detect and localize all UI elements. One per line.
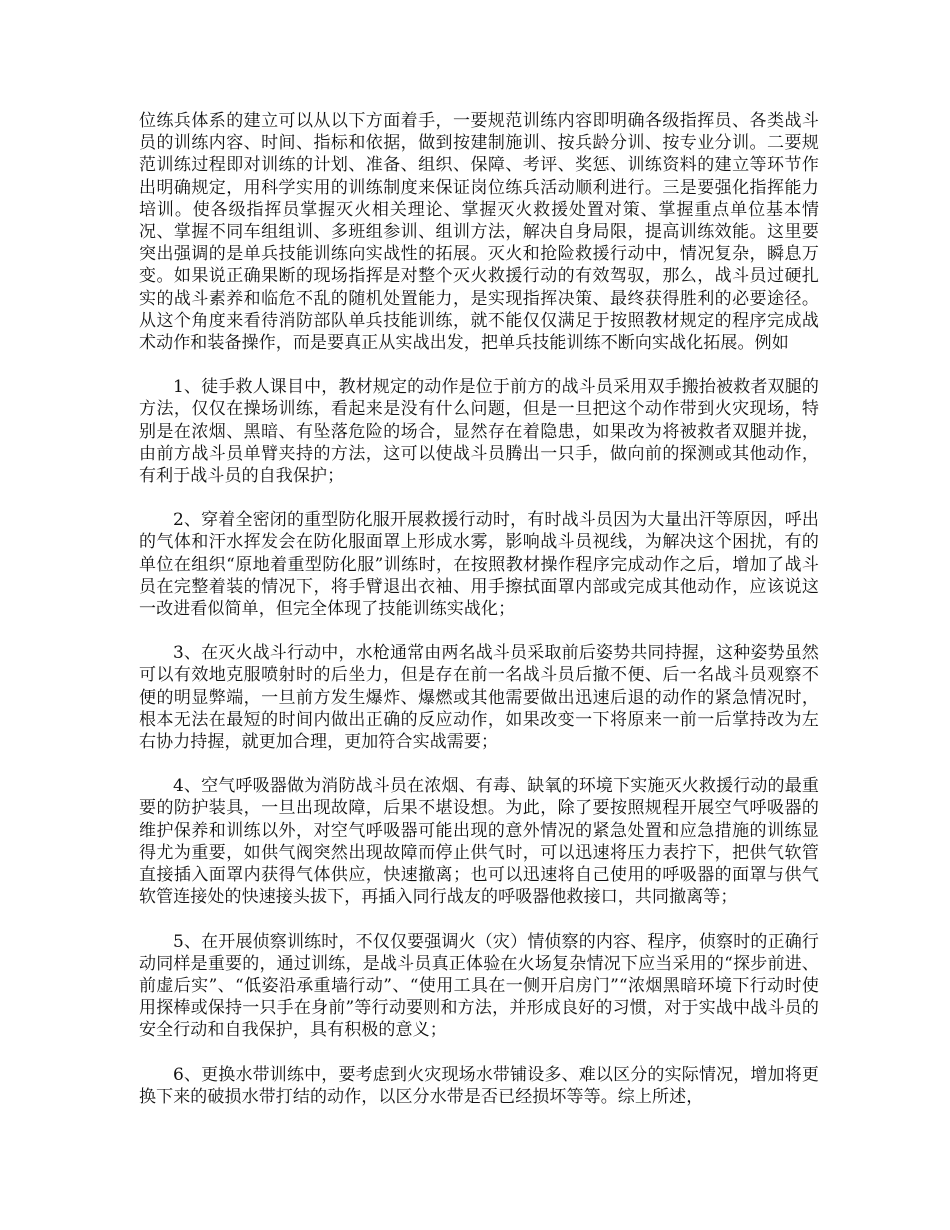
example-paragraph-4: 4、空气呼吸器做为消防战斗员在浓烟、有毒、缺氧的环境下实施灭火救援行动的最重要的防护装具，一旦出现故障，后果不堪设想。为此，除了要按照规程开展空气呼吸器的维护保养和训练以外，对空气呼吸器可能出现的意外情况的紧急处置和应急措施的训练显得尤为重要，如供气阀突然出现故障而停止供气时，可以迅速将压力表拧下，把供气软管直接插入面罩内获得气体供应，快速撤离；也可以迅速将自己使用的呼吸器的面罩与供气软管连接处的快速接头拔下，再插入同行战友的呼吸器他救接口，共同撤离等；	[139, 776, 819, 908]
example-paragraph-5: 5、在开展侦察训练时，不仅仅要强调火（灾）情侦察的内容、程序，侦察时的正确行动同样是重要的，通过训练，是战斗员真正体验在火场复杂情况下应当采用的“探步前进、前虚后实”、“低姿沿承重墙行动”、“使用工具在一侧开启房门”“浓烟黑暗环境下行动时使用探棒或保持一只手在身前”等行动要则和方法，并形成良好的习惯，对于实战中战斗员的安全行动和自我保护，具有积极的意义；	[139, 931, 819, 1041]
document-body	[139, 110, 819, 1108]
example-paragraph-2: 2、穿着全密闭的重型防化服开展救援行动时，有时战斗员因为大量出汗等原因，呼出的气体和汗水挥发会在防化服面罩上形成水雾，影响战斗员视线，为解决这个困扰，有的单位在组织“原地着重型防化服”训练时，在按照教材操作程序完成动作之后，增加了战斗员在完整着装的情况下，将手臂退出衣袖、用手擦拭面罩内部或完成其他动作，应该说这一改进看似简单，但完全体现了技能训练实战化；	[139, 510, 819, 620]
example-paragraph-6: 6、更换水带训练中，要考虑到火灾现场水带铺设多、难以区分的实际情况，增加将更换下来的破损水带打结的动作，以区分水带是否已经损坏等等。综上所述，	[139, 1064, 819, 1107]
intro-paragraph: 位练兵体系的建立可以从以下方面着手，一要规范训练内容即明确各级指挥员、各类战斗员的训练内容、时间、指标和依据，做到按建制施训、按兵龄分训、按专业分训。二要规范训练过程即对训练的计划、准备、组织、保障、考评、奖惩、训练资料的建立等环节作出明确规定，用科学实用的训练制度来保证岗位练兵活动顺利进行。三是要强化指挥能力培训。使各级指挥员掌握灭火相关理论、掌握灭火救援处置对策、掌握重点单位基本情况、掌握不同车组组训、多班组参训、组训方法，解决自身局限，提高训练效能。这里要突出强调的是单兵技能训练向实战性的拓展。灭火和抢险救援行动中，情况复杂，瞬息万变。如果说正确果断的现场指挥是对整个灭火救援行动的有效驾驭，那么，战斗员过硬扎实的战斗素养和临危不乱的随机处置能力，是实现指挥决策、最终获得胜利的必要途径。从这个角度来看待消防部队单兵技能训练，就不能仅仅满足于按照教材规定的程序完成战术动作和装备操作，而是要真正从实战出发，把单兵技能训练不断向实战化拓展。例如	[139, 111, 819, 354]
example-paragraph-3: 3、在灭火战斗行动中，水枪通常由两名战斗员采取前后姿势共同持握，这种姿势虽然可以有效地克服喷射时的后坐力，但是存在前一名战斗员后撤不便、后一名战斗员观察不便的明显弊端，一旦前方发生爆炸、爆燃或其他需要做出迅速后退的动作的紧急情况时，根本无法在最短的时间内做出正确的反应动作，如果改变一下将原来一前一后掌持改为左右协力持握，就更加合理，更加符合实战需要；	[139, 643, 819, 753]
example-paragraph-1: 1、徒手救人课目中，教材规定的动作是位于前方的战斗员采用双手搬抬被救者双腿的方法，仅仅在操场训练，看起来是没有什么问题，但是一旦把这个动作带到火灾现场，特别是在浓烟、黑暗、有坠落危险的场合，显然存在着隐患，如果改为将被救者双腿并拢，由前方战斗员单臂夹持的方法，这可以使战斗员腾出一只手，做向前的探测或其他动作，有利于战斗员的自我保护；	[139, 377, 819, 487]
